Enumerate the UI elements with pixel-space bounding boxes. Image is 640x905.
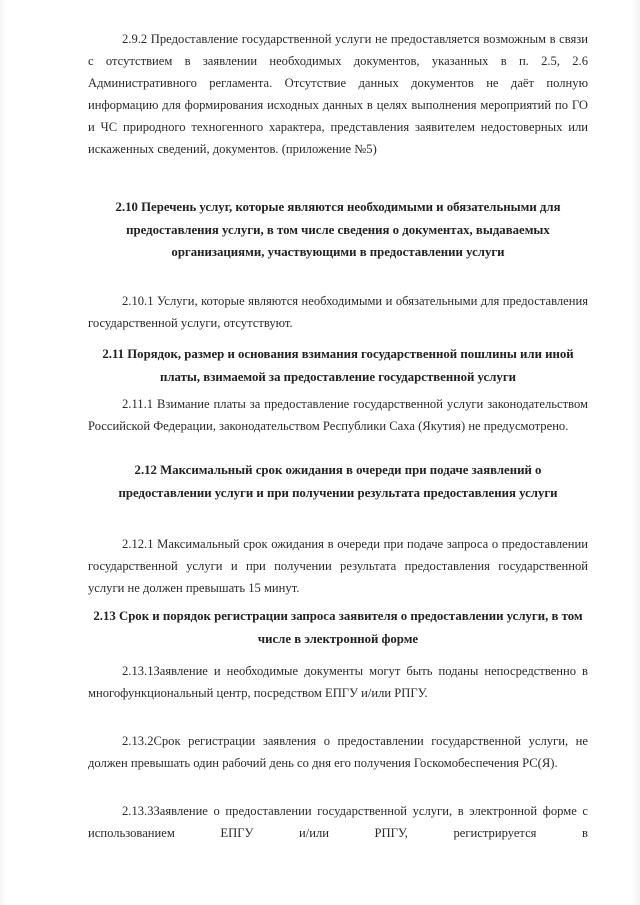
scan-edge-right bbox=[632, 0, 640, 905]
heading-2-12: 2.12 Максимальный срок ожидания в очереди при подаче заявлений о предоставлении услуги и при получении результата предоставления услуги bbox=[118, 463, 558, 500]
paragraph-2-13-3: 2.13.3Заявление о предоставлении государственной услуги, в электронной форме с использованием ЕПГУ и/или РПГУ, регистрируется в bbox=[88, 804, 588, 840]
paragraph-2-10-1: 2.10.1 Услуги, которые являются необходимыми и обязательными для предоставления государственной услуги, отсутствуют. bbox=[88, 294, 588, 330]
paragraph-2-11-1: 2.11.1 Взимание платы за предоставление государственной услуги законодательством Российской Федерации, законодательством Республики Саха (Якутия) не предусмотрено. bbox=[88, 397, 588, 433]
scan-edge-left bbox=[0, 0, 6, 905]
paragraph-2-12-1: 2.12.1 Максимальный срок ожидания в очереди при подаче запроса о предоставлении государственной услуги и при получении результата предоставления государственной услуги не должен превышать 15 минут. bbox=[88, 537, 588, 595]
paragraph-2-9-2: 2.9.2 Предоставление государственной услуги не предоставляется возможным в связи с отсутствием в заявлении необходимых документов, указанных в п. 2.5, 2.6 Административного регламента. Отсутствие данных документов не даёт полную информацию для формирования исходных данных в целях выполнения мероприятий по ГО и ЧС природного техногенного характера, представления заявителем недостоверных или искаженных сведений, документов. (приложение №5) bbox=[88, 32, 588, 156]
heading-2-11: 2.11 Порядок, размер и основания взимания государственной пошлины или иной платы, взимаемой за предоставление государственной услуги bbox=[102, 347, 574, 384]
heading-2-10: 2.10 Перечень услуг, которые являются необходимыми и обязательными для предоставления услуги, в том числе сведения о документах, выдаваемых организациями, участвующими в предоставлении услуги bbox=[115, 200, 561, 259]
paragraph-2-13-1: 2.13.1Заявление и необходимые документы могут быть поданы непосредственно в многофункциональный центр, посредством ЕПГУ и/или РПГУ. bbox=[88, 664, 588, 700]
paragraph-2-13-2: 2.13.2Срок регистрации заявления о предоставлении государственной услуги, не должен превышать один рабочий день со дня его получения Госкомобеспечения РС(Я). bbox=[88, 734, 588, 770]
heading-2-13: 2.13 Срок и порядок регистрации запроса заявителя о предоставлении услуги, в том числе в электронной форме bbox=[93, 609, 583, 646]
